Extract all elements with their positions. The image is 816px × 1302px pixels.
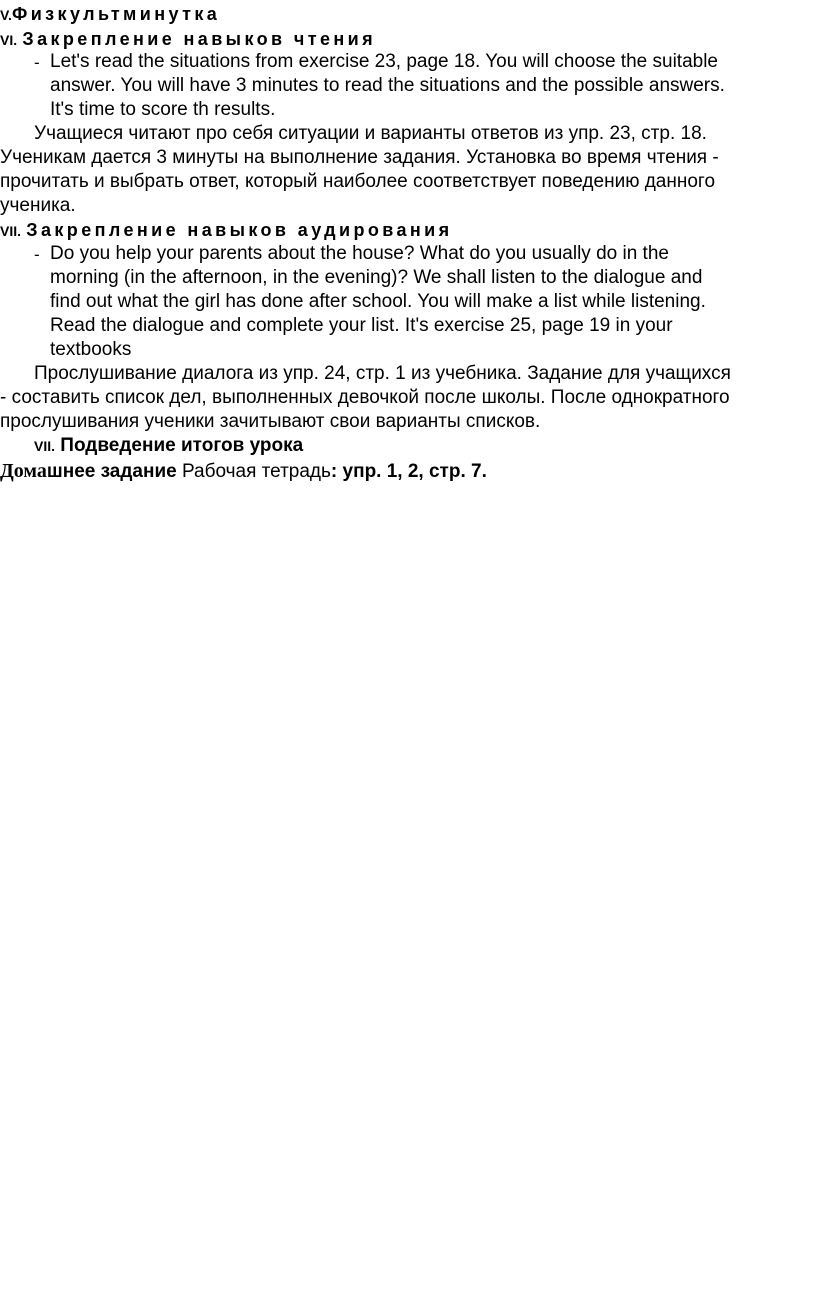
text-line: прочитать и выбрать ответ, который наиболее соответствует поведению данного <box>0 171 716 192</box>
text-line: Let's read the situations from exercise 23, page 18. You will choose the suitable <box>50 51 718 72</box>
section-number: VII. <box>34 438 56 454</box>
bullet-dash: - <box>34 53 40 72</box>
homework-task: : упр. 1, 2, стр. 7. <box>330 461 487 482</box>
section-number: VI. <box>0 32 18 48</box>
section-8-heading <box>34 434 303 458</box>
bullet-dash: - <box>34 245 40 264</box>
section-6-heading <box>0 27 376 52</box>
section-title: Физкультминутка <box>11 4 221 24</box>
text-line: morning (in the afternoon, in the evening)? We shall listen to the dialogue and <box>50 267 703 288</box>
text-line: ученика. <box>0 195 76 216</box>
text-line: - составить список дел, выполненных девочкой после школы. После однократного <box>0 387 730 408</box>
text-line: Прослушивание диалога из упр. 24, стр. 1 из учебника. Задание для учащихся <box>34 363 731 384</box>
homework-label-serif: Дома <box>0 460 47 482</box>
text-line: Ученикам дается 3 минуты на выполнение задания. Установка во время чтения - <box>0 147 719 168</box>
section-number: VII. <box>0 223 22 239</box>
text-line: find out what the girl has done after school. You will make a list while listening. <box>50 291 706 312</box>
text-line: Учащиеся читают про себя ситуации и варианты ответов из упр. 23, стр. 18. <box>34 123 707 144</box>
text-line: It's time to score th results. <box>50 99 276 120</box>
section-title: Закрепление навыков аудирования <box>26 220 453 240</box>
homework-label: шнее задание <box>46 461 177 482</box>
section-5-heading <box>0 2 220 27</box>
text-line: Do you help your parents about the house? What do you usually do in the <box>50 243 669 264</box>
section-number: V. <box>0 7 12 23</box>
text-line: textbooks <box>50 339 132 360</box>
section-title: Подведение итогов урока <box>60 435 304 456</box>
section-title: Закрепление навыков чтения <box>22 29 377 49</box>
homework-line <box>0 459 487 484</box>
text-line: Read the dialogue and complete your list. It's exercise 25, page 19 in your <box>50 315 673 336</box>
text-line: прослушивания ученики зачитывают свои варианты списков. <box>0 411 541 432</box>
homework-workbook: Рабочая тетрадь <box>176 461 331 482</box>
section-7-heading <box>0 218 453 243</box>
text-line: answer. You will have 3 minutes to read the situations and the possible answers. <box>50 75 725 96</box>
